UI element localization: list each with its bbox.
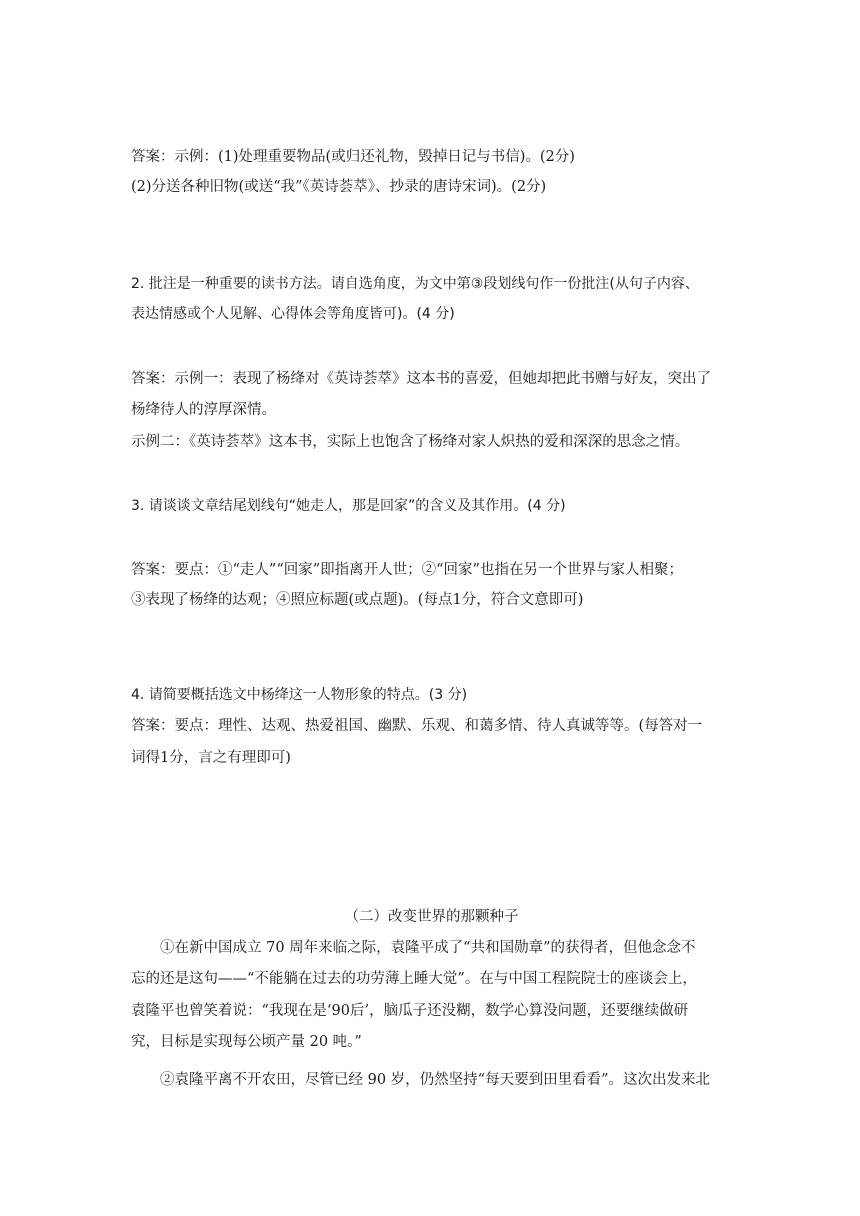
- q4-answer-line-2: 词得1分，言之有理即可): [131, 750, 291, 766]
- paragraph-1-line-3: 袁隆平也曾笑着说：“我现在是‘90后’，脑瓜子还没糊，数学心算没问题，还要继续做研: [131, 1003, 689, 1019]
- q2-question-line-1: 2. 批注是一种重要的读书方法。请自选角度，为文中第③段划线句作一份批注(从句子内容、: [131, 276, 699, 292]
- section-title: （二）改变世界的那颗种子: [344, 909, 519, 925]
- q3-question: 3. 请谈谈文章结尾划线句“她走人，那是回家”的含义及其作用。(4 分): [131, 498, 566, 514]
- q1-answer-line-1: 答案：示例：(1)处理重要物品(或归还礼物，毁掉日记与书信)。(2分): [131, 149, 575, 165]
- q2-question-line-2: 表达情感或个人见解、心得体会等角度皆可)。(4 分): [131, 306, 455, 322]
- q2-answer-line-3: 示例二：《英诗荟萃》这本书，实际上也饱含了杨绛对家人炽热的爱和深深的思念之情。: [131, 434, 690, 450]
- q3-answer-line-2: ③表现了杨绛的达观；④照应标题(或点题)。(每点1分，符合文意即可): [131, 592, 584, 608]
- q3-answer-line-1: 答案：要点：①“走人”“回家”即指离开人世；②“回家”也指在另一个世界与家人相聚；: [131, 562, 683, 578]
- paragraph-1-line-1: ①在新中国成立 70 周年来临之际，袁隆平成了“共和国勋章”的获得者，但他念念不: [160, 940, 696, 956]
- q2-answer-line-1: 答案：示例一：表现了杨绛对《英诗荟萃》这本书的喜爱，但她却把此书赠与好友，突出了: [131, 371, 711, 387]
- q1-answer-line-2: (2)分送各种旧物(或送“我”《英诗荟萃》、抄录的唐诗宋词)。(2分): [131, 179, 547, 195]
- paragraph-2-line-1: ②袁隆平离不开农田，尽管已经 90 岁，仍然坚持“每天要到田里看看”。这次出发来北: [160, 1072, 710, 1088]
- q4-answer-line-1: 答案：要点：理性、达观、热爱祖国、幽默、乐观、和蔼多情、待人真诚等等。(每答对一: [131, 718, 703, 734]
- paragraph-1-line-4: 究，目标是实现每公顷产量 20 吨。”: [131, 1034, 362, 1050]
- q4-question: 4. 请简要概括选文中杨绛这一人物形象的特点。(3 分): [131, 687, 468, 703]
- paragraph-1-line-2: 忘的还是这句——“不能躺在过去的功劳薄上睡大觉”。在与中国工程院院士的座谈会上，: [131, 971, 697, 987]
- q2-answer-line-2: 杨绛待人的淳厚深情。: [131, 402, 276, 418]
